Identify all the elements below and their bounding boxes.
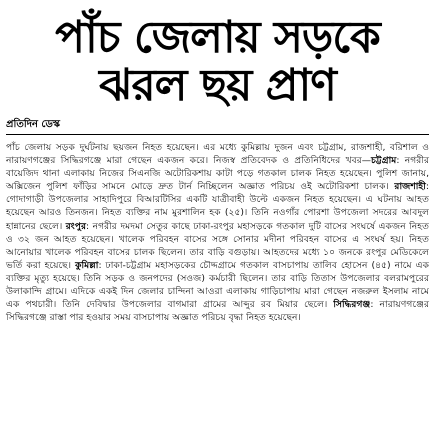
section-label-siddhirganj: সিদ্ধিরগঞ্জ [333,299,371,311]
section-text-chattogram: : নগরীর বায়েজিদ থানা এলাকায় নিজের সিএনজি অটোরিকশায় কাটা পড়ে গতকাল চালক নিহত হয়েছেন। পুলিশ জানায়, অক্সিজেন পুলিশ ফাঁড়ির সামনে মোড়ে দ্রুত টার্ন নিচ্ছিলেন অজ্ঞাত পরিচয় ওই অটোরিকশা চালক। [6,155,430,193]
headline-line-1: পাঁচ জেলায় সড়কে [55,12,380,63]
section-label-rangpur: রংপুর [65,220,87,232]
section-text-rajshahi: : গোদাগাড়ী উপজেলার সাহাদিপুরে বিআরটিসির একটি যাত্রীবাহী উল্টে একজন নিহত হয়েছেন। এ ঘটনায় আহত হয়েছেন আরও তিনজন। নিহত ব্যক্তির নাম মুরশালিন হক (২৫)। তিনি নওগাঁর পোরশা উপজেলা সদরের আবদুল হান্নানের ছেলে। [6,181,429,232]
intro-text: পাঁচ জেলায় সড়ক দুর্ঘটনায় ছয়জন নিহত হয়েছেন। এর মধ্যে কুমিল্লায় দুজন এবং চট্টগ্রাম, রাজশাহী, বরিশাল ও নারায়ণগঞ্জের সিদ্ধিরগঞ্জে মারা গেছেন একজন করে। নিজস্ব প্রতিবেদক ও প্রতিনিধিদের খবর— [6,142,429,167]
section-text-cumilla: : ঢাকা-চট্টগ্রাম মহাসড়কের চৌদ্দগ্রামে গতকাল বাসচাপায় তালিব হোসেন (৪৫) নামে এক ব্যক্তির মৃত্যু হয়েছে। তিনি সড়ক ও জনপদের (সওজ) কর্মচারী ছিলেন। তার বাড়ি তিতাস উপজেলার বলরামপুরের উলাকান্দি গ্রামে। এদিকে একই দিন জেলার চান্দিনা আওরা এলাকায় গাড়িচাপায় মারা গেছেন নজরুল ইসলাম নামে এক পথচারী। তিনি দেবিদ্বার উপজেলার বাগমারা গ্রামের আব্দুর রব মিয়ার ছেলে। [6,259,429,311]
section-label-cumilla: কুমিল্লা [75,259,99,271]
byline-divider [6,134,429,135]
section-text-rangpur: : নগরীর দমদমা সেতুর কাছে ঢাকা-রংপুর মহাসড়কে গতকাল দুটি বাসের সংঘর্ষে একজন নিহত ও ৩২ জন আহত হয়েছেন। খালেক পরিবহন বাসের সঙ্গে সোনার মদীনা পরিবহন বাসের এ সংঘর্ষ হয়। নিহত আনোয়ার খালেক পরিবহন বাসের চালক ছিলেন। তার বাড়ি বগুড়ায়। আহতদের মধ্যে ১০ জনকে রংপুর মেডিকেলে ভর্তি করা হয়েছে। [6,220,429,271]
article-headline [6,0,429,110]
headline-line-2: ঝরল ছয় প্রাণ [99,60,336,111]
article-body [6,141,429,324]
section-text-siddhirganj: : নারায়ণগঞ্জের সিদ্ধিরগঞ্জে রাস্তা পার হওয়ার সময় বাসচাপায় অজ্ঞাত পরিচয় বৃদ্ধা নিহত হয়েছেন। [6,299,430,324]
section-label-rajshahi: রাজশাহী [394,181,426,193]
section-label-chattogram: চট্টগ্রাম [370,155,397,167]
byline: প্রতিদিন ডেস্ক [6,119,61,130]
